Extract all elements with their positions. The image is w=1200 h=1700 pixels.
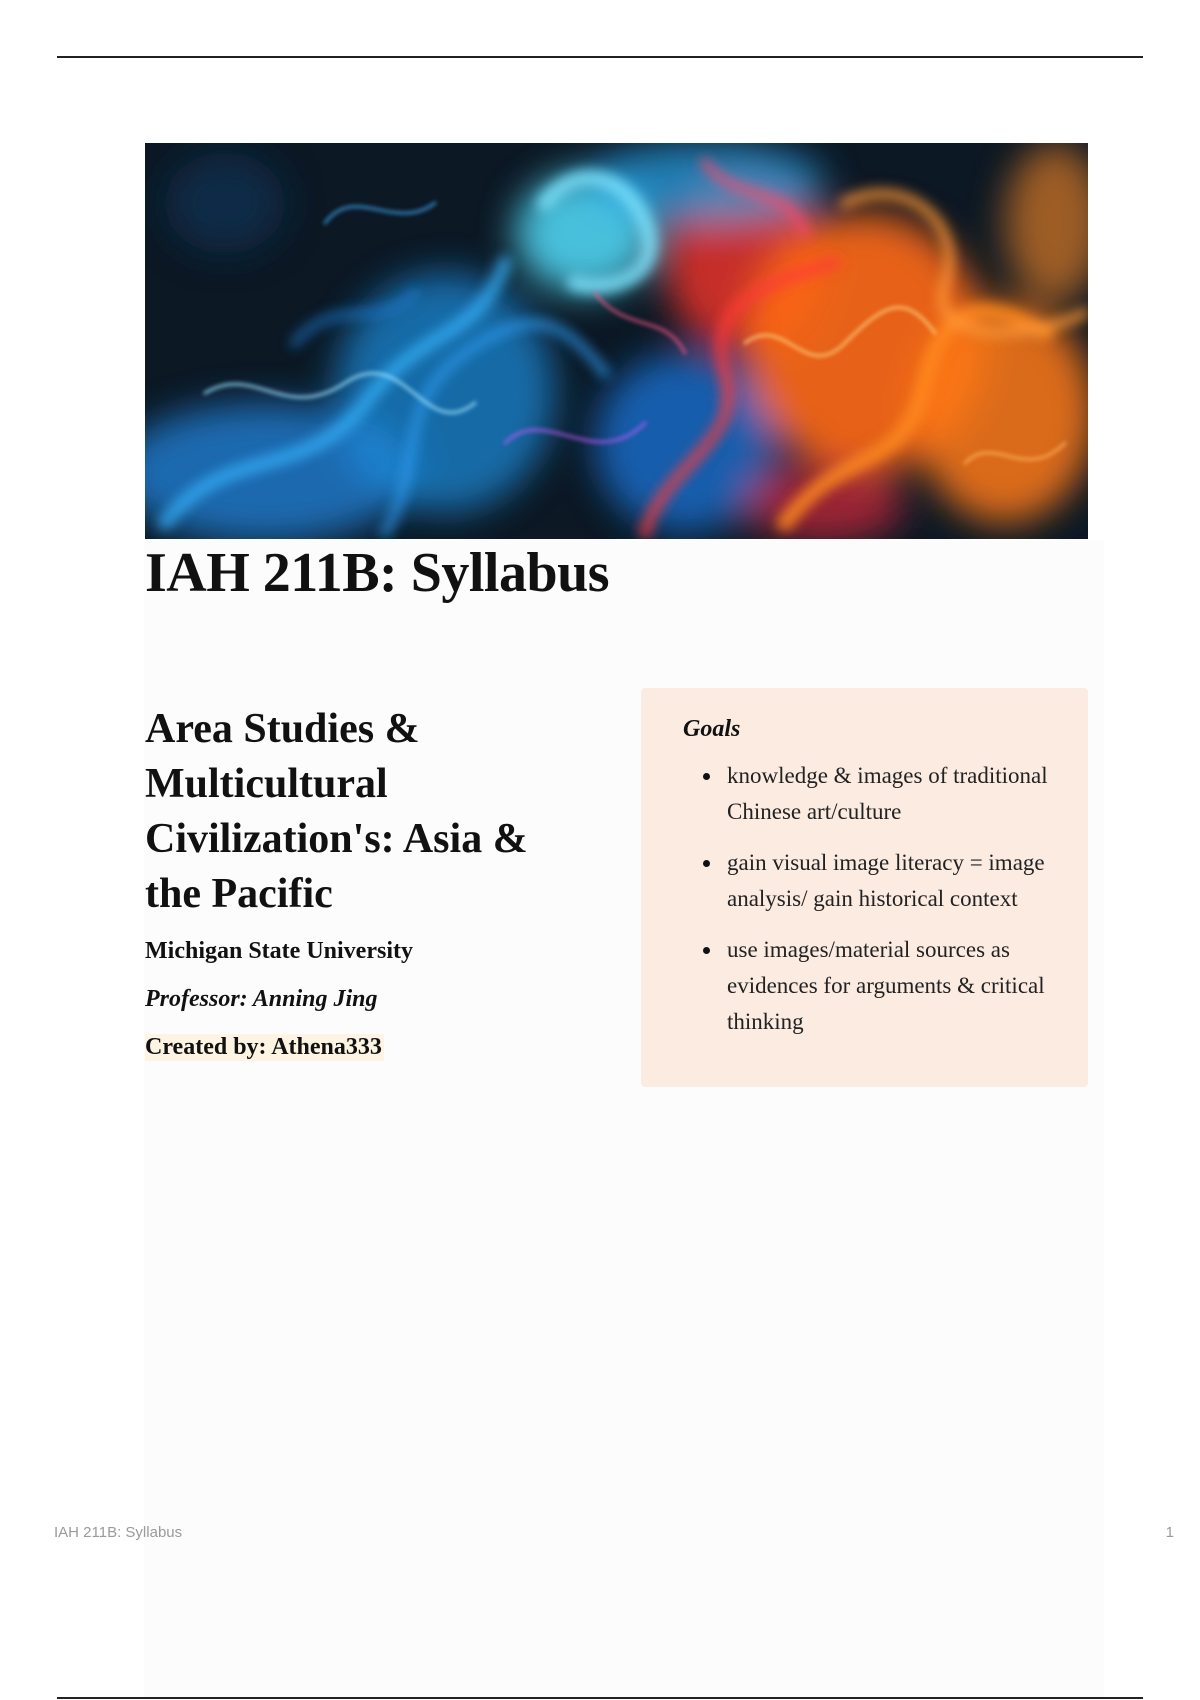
bullet-icon	[703, 773, 710, 780]
goal-text: gain visual image literacy = image analysis/ gain historical context	[727, 850, 1045, 911]
goal-text: knowledge & images of traditional Chinese art/culture	[727, 763, 1048, 824]
header-rule	[57, 56, 1143, 58]
document-title: IAH 211B: Syllabus	[145, 542, 610, 604]
goal-text: use images/material sources as evidences for arguments & critical thinking	[727, 937, 1045, 1034]
bullet-icon	[703, 860, 710, 867]
footer-page-number: 1	[1165, 1524, 1174, 1541]
created-by: Created by: Athena333	[145, 1034, 382, 1060]
footer-rule	[57, 1697, 1143, 1699]
goal-item	[683, 845, 1064, 917]
hero-image	[145, 143, 1088, 539]
university-name: Michigan State University	[145, 938, 413, 964]
footer-document-title: IAH 211B: Syllabus	[54, 1524, 183, 1541]
goals-list	[683, 758, 1064, 1040]
goals-title: Goals	[683, 716, 741, 742]
ink-in-water-image	[145, 143, 1088, 539]
goal-item	[683, 758, 1064, 830]
course-info	[145, 702, 585, 1082]
course-heading: Area Studies & Multicultural Civilization's: Asia & the Pacific	[145, 706, 528, 917]
bullet-icon	[703, 947, 710, 954]
professor-name: Professor: Anning Jing	[145, 986, 378, 1012]
goals-card	[641, 688, 1088, 1087]
goal-item	[683, 932, 1064, 1040]
